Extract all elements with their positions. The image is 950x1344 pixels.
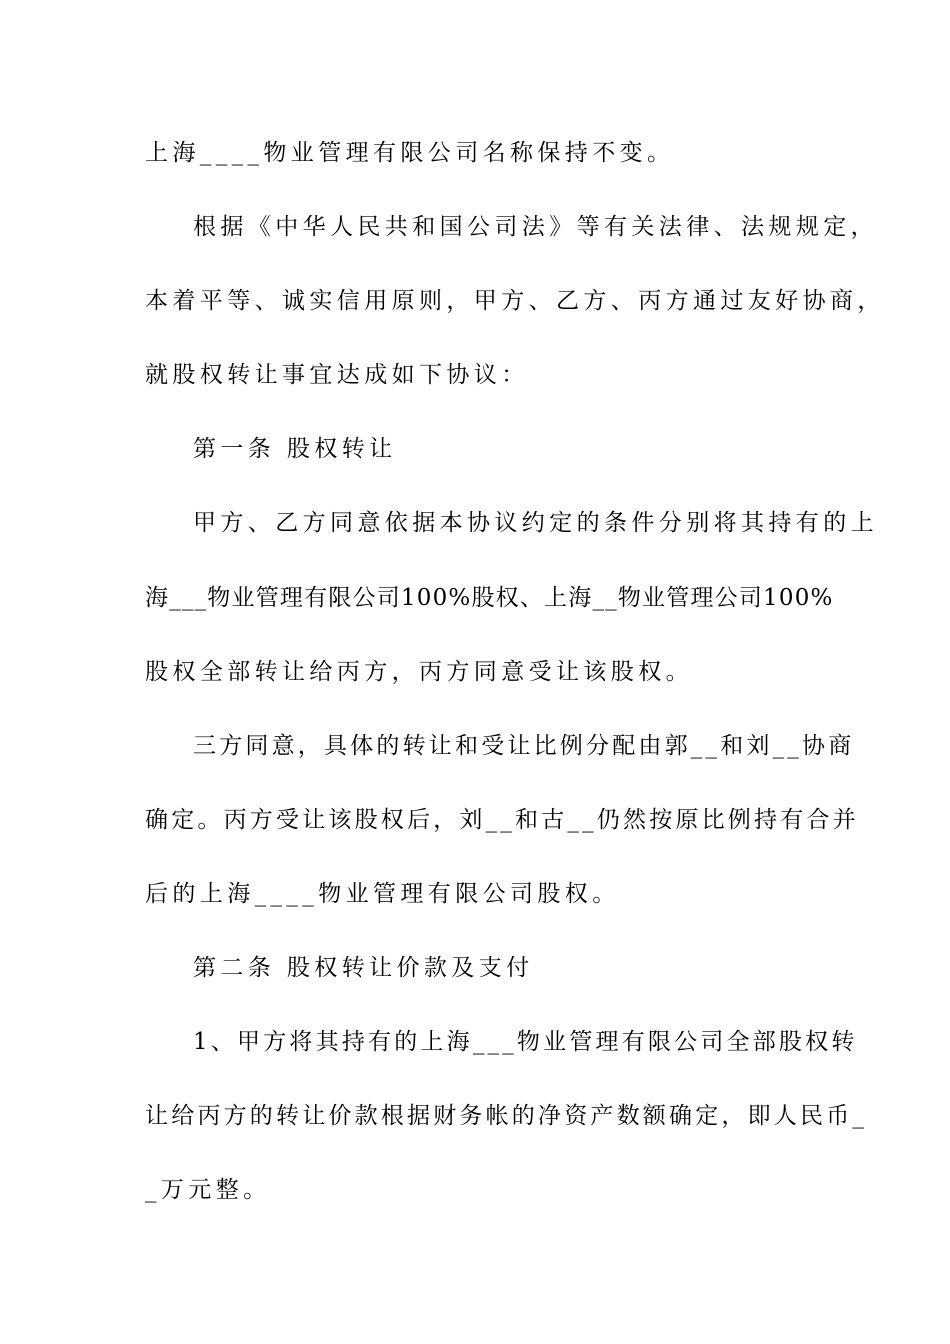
paragraph-line-10: 后的上海____物业管理有限公司股权。 bbox=[145, 881, 620, 907]
section-heading-1: 第一条 股权转让 bbox=[193, 436, 397, 462]
paragraph-line-7: 股权全部转让给丙方，丙方同意受让该股权。 bbox=[145, 659, 693, 685]
paragraph-line-6: 海___物业管理有限公司100%股权、上海__物业管理公司100% bbox=[145, 585, 834, 611]
paragraph-line-5: 甲方、乙方同意依据本协议约定的条件分别将其持有的上 bbox=[193, 510, 878, 536]
section-heading-2: 第二条 股权转让价款及支付 bbox=[193, 955, 534, 981]
paragraph-line-13: _万元整。 bbox=[145, 1177, 271, 1203]
paragraph-line-12: 让给丙方的转让价款根据财务帐的净资产数额确定，即人民币_ bbox=[145, 1103, 868, 1129]
paragraph-line-1: 上海____物业管理有限公司名称保持不变。 bbox=[145, 140, 675, 166]
paragraph-line-11: 1、甲方将其持有的上海___物业管理有限公司全部股权转 bbox=[193, 1029, 858, 1055]
paragraph-line-3: 本着平等、诚实信用原则，甲方、乙方、丙方通过友好协商， bbox=[145, 288, 885, 314]
paragraph-line-8: 三方同意，具体的转让和受让比例分配由郭__和刘__协商 bbox=[193, 733, 855, 759]
paragraph-line-4: 就股权转让事宜达成如下协议： bbox=[145, 362, 529, 388]
paragraph-line-2: 根据《中华人民共和国公司法》等有关法律、法规规定， bbox=[193, 214, 878, 240]
paragraph-line-9: 确定。丙方受让该股权后，刘__和古__仍然按原比例持有合并 bbox=[145, 807, 859, 833]
